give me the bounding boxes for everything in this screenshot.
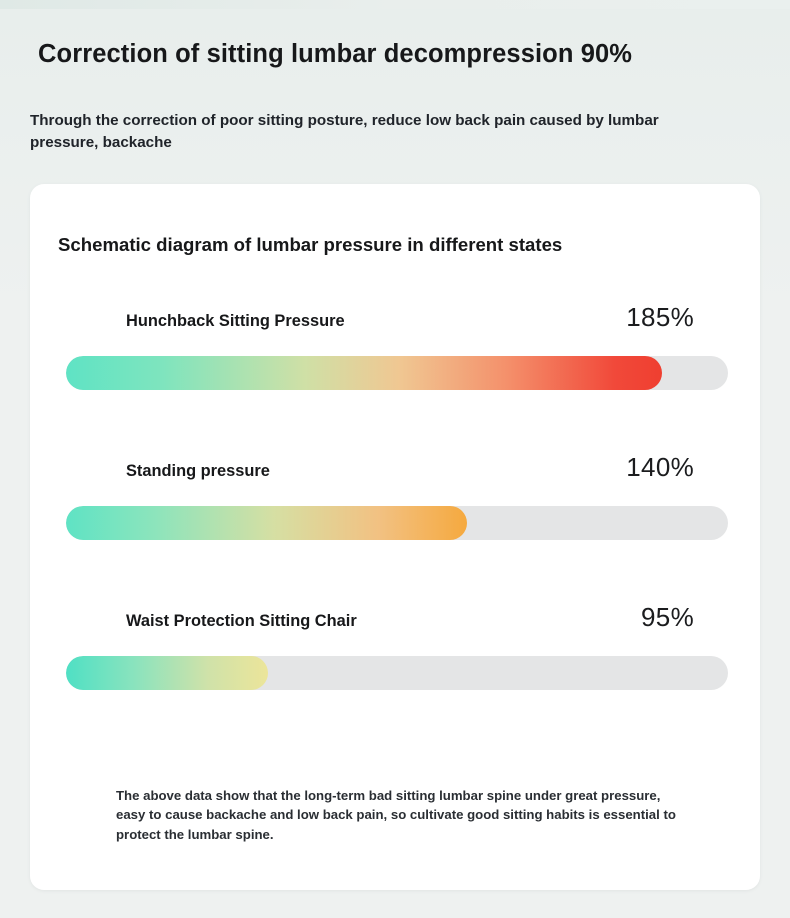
- bar-row: [30, 302, 760, 462]
- bar-row: [30, 452, 760, 612]
- bar-label: Standing pressure: [126, 462, 270, 480]
- chart-title: Schematic diagram of lumbar pressure in different states: [58, 234, 563, 255]
- bar-track: [66, 656, 728, 690]
- chart-card: [30, 184, 760, 890]
- page-subtitle: Through the correction of poor sitting posture, reduce low back pain caused by lumbar pressure, backache: [30, 112, 659, 151]
- top-decorative-band: [0, 0, 790, 9]
- bar-track: [66, 506, 728, 540]
- bar-fill: [66, 506, 467, 540]
- bar-track: [66, 356, 728, 390]
- bar-value: 185%: [626, 302, 694, 332]
- bar-label: Hunchback Sitting Pressure: [126, 312, 345, 330]
- bar-fill: [66, 656, 268, 690]
- chart-footnote: The above data show that the long-term bad sitting lumbar spine under great pressure, easy to cause backache and low back pain, so cultivate good sitting habits is essential to protect the lumbar spine.: [116, 787, 676, 842]
- bar-value: 95%: [641, 602, 694, 632]
- bar-value: 140%: [626, 452, 694, 482]
- bar-label: Waist Protection Sitting Chair: [126, 612, 357, 630]
- bar-row: [30, 602, 760, 762]
- bar-chart: [30, 302, 760, 762]
- bar-fill: [66, 356, 662, 390]
- page-title: Correction of sitting lumbar decompression 90%: [38, 40, 633, 68]
